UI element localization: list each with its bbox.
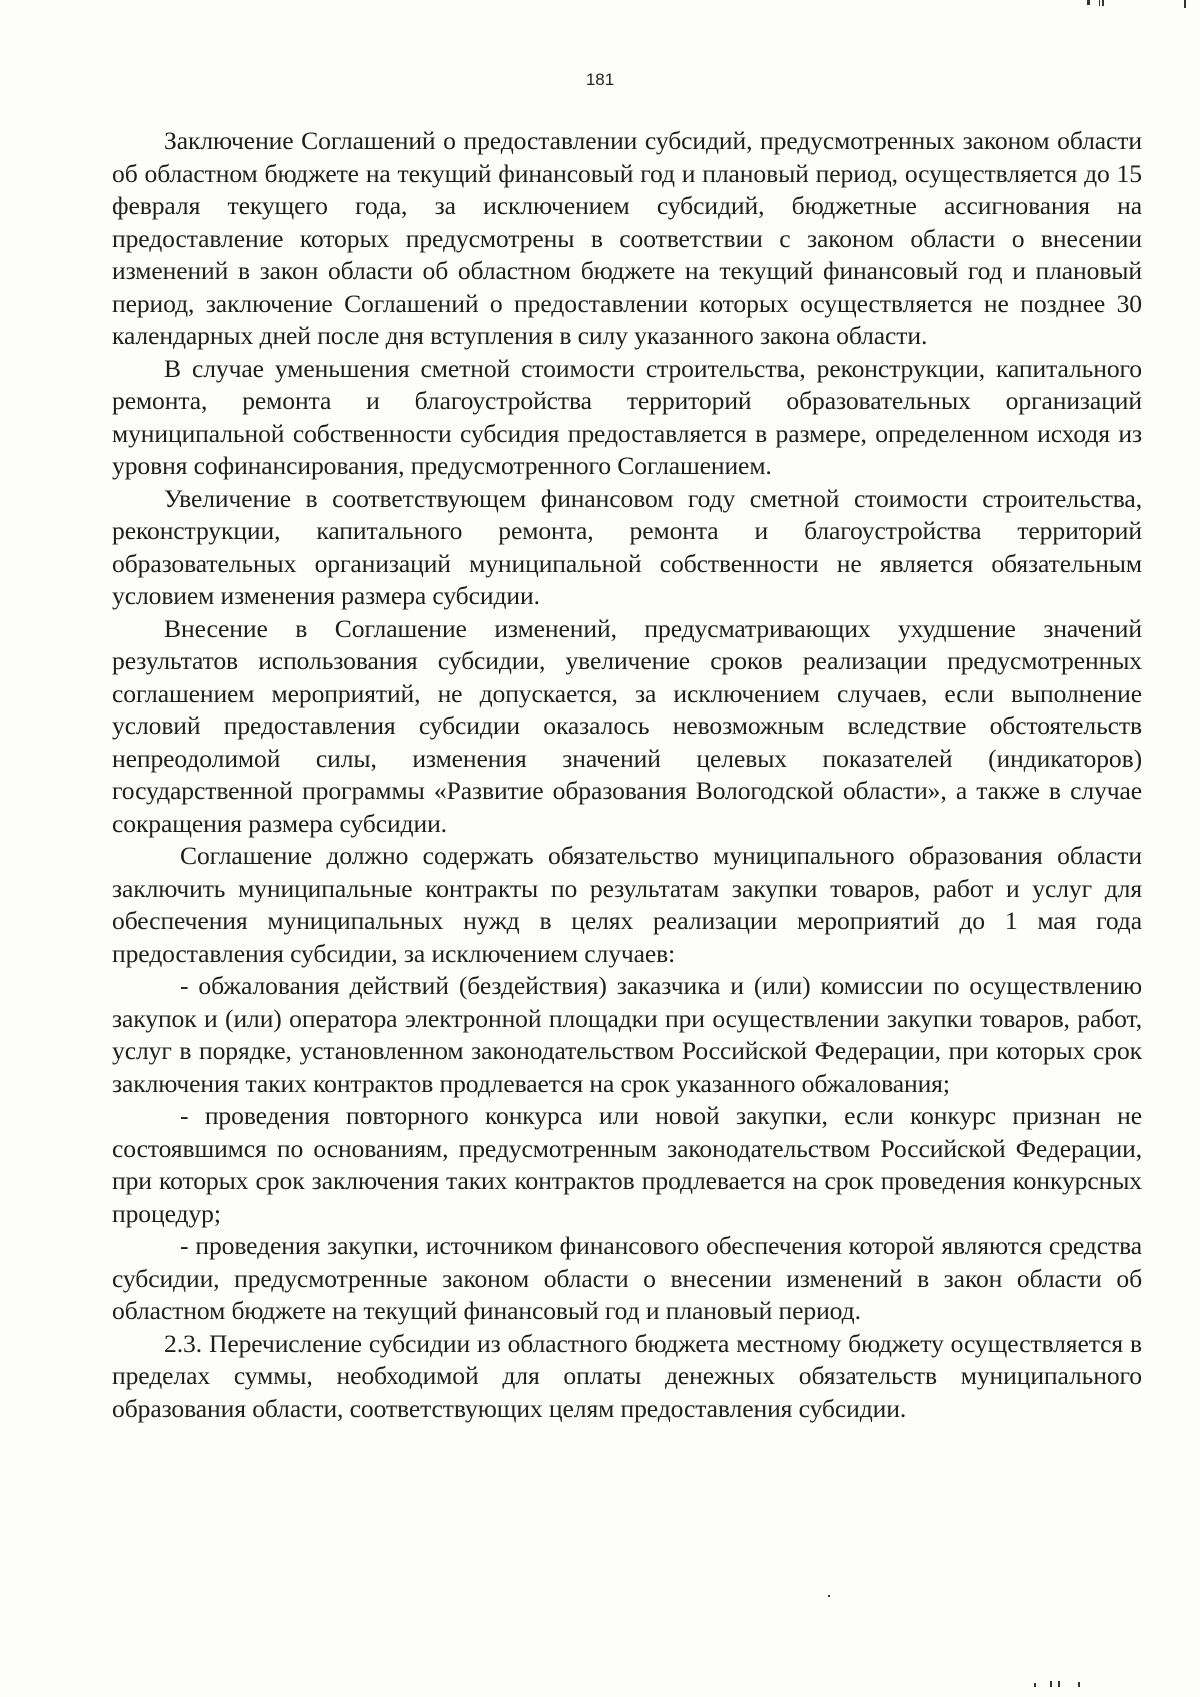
list-item-repeat-tender: - проведения повторного конкурса или новой закупки, если конкурс признан не состоявшимся по основаниям, предусмотренным законодательством Российской Федерации, при которых срок заключения таких контрактов продлевается на срок проведения конкурсных процедур; xyxy=(112,1101,1142,1228)
scan-artifact xyxy=(1184,0,1186,8)
scan-artifact xyxy=(1102,0,1104,6)
paragraph-cost-reduction: В случае уменьшения сметной стоимости строительства, реконструкции, капитального ремонта, ремонта и благоустройства территорий образовательных организаций муниципальной собственности субсидия предоставляется в размере, определенном исходя из уровня софинансирования, предусмотренного Соглашением. xyxy=(112,353,1142,480)
list-item-appeal: - обжалования действий (бездействия) заказчика и (или) комиссии по осуществлению закупок и (или) оператора электронной площадки при осуществлении закупки товаров, работ, услуг в порядке, установленном законодательством Российской Федерации, при которых срок заключения таких контрактов продлевается на срок указанного обжалования; xyxy=(112,971,1142,1098)
list-item-procurement: - проведения закупки, источником финансового обеспечения которой являются средства субсидии, предусмотренные законом области о внесении изменений в закон области об областном бюджете на текущий финансовый год и плановый период. xyxy=(112,1231,1142,1325)
scan-artifact xyxy=(1034,1683,1036,1687)
scan-artifact xyxy=(1087,0,1090,5)
scan-artifact xyxy=(1050,1681,1052,1687)
page-number: 181 xyxy=(585,70,615,89)
paragraph-agreement-changes: Внесение в Соглашение изменений, предусматривающих ухудшение значений результатов использования субсидии, увеличение сроков реализации предусмотренных соглашением мероприятий, не допускается, за исключением случаев, если выполнение условий предоставления субсидии оказалось невозможным вследствие обстоятельств непреодолимой силы, изменения значений целевых показателей (индикаторов) государственной программы «Развитие образования Вологодской области», а также в случае сокращения размера субсидии. xyxy=(112,613,1142,838)
paragraph-agreements-deadline: Заключение Соглашений о предоставлении субсидий, предусмотренных законом области об областном бюджете на текущий финансовый год и плановый период, осуществляется до 15 февраля текущего года, за исключением субсидий, бюджетные ассигнования на предоставление которых предусмотрены в соответствии с законом области о внесении изменений в закон области об областном бюджете на текущий финансовый год и плановый период, заключение Соглашений о предоставлении которых осуществляется не позднее 30 календарных дней после дня вступления в силу указанного закона области. xyxy=(112,126,1142,350)
paragraph-cost-increase: Увеличение в соответствующем финансовом году сметной стоимости строительства, реконструкции, капитального ремонта, ремонта и благоустройства территорий образовательных организаций муниципальной собственности не является обязательным условием изменения размера субсидии. xyxy=(112,483,1142,610)
scan-artifact xyxy=(1058,1681,1060,1687)
scan-artifact xyxy=(1099,0,1100,6)
scan-artifact xyxy=(828,1595,830,1597)
document-body xyxy=(112,125,1142,1425)
paragraph-contract-obligation: Соглашение должно содержать обязательство муниципального образования области заключить муниципальные контракты по результатам закупки товаров, работ и услуг для обеспечения муниципальных нужд в целях реализации мероприятий до 1 мая года предоставления субсидии, за исключением случаев: xyxy=(112,841,1142,968)
scan-artifact xyxy=(1078,1682,1080,1687)
paragraph-section-2-3: 2.3. Перечисление субсидии из областного бюджета местному бюджету осуществляется в пределах суммы, необходимой для оплаты денежных обязательств муниципального образования области, соответствующих целям предоставления субсидии. xyxy=(112,1328,1142,1423)
